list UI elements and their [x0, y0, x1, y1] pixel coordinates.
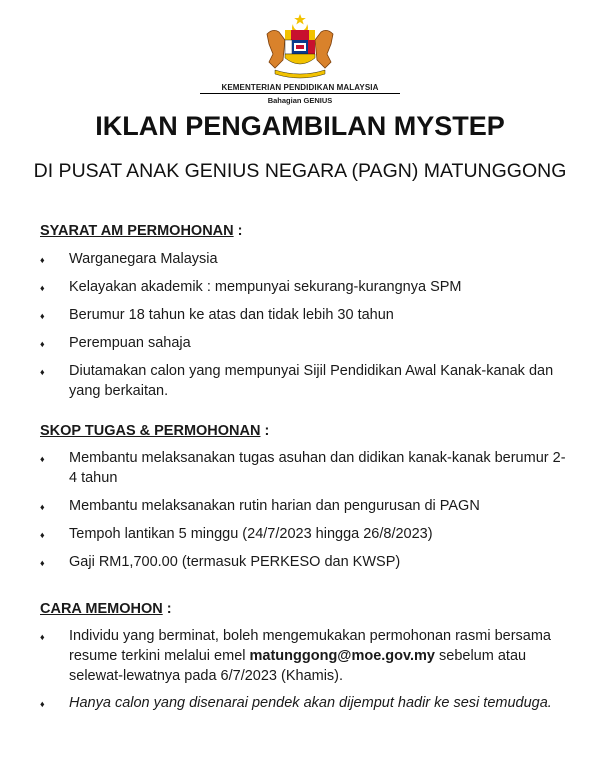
list-item-text: Hanya calon yang disenarai pendek akan dijemput hadir ke sesi temuduga.	[69, 695, 552, 711]
list-item-text: Individu yang berminat, boleh mengemukakan permohonan rasmi bersama resume terkini melalui emel	[69, 628, 551, 664]
ministry-name: KEMENTERIAN PENDIDIKAN MALAYSIA	[200, 83, 400, 94]
list-item	[40, 626, 570, 686]
diamond-bullet-icon: ♦	[40, 255, 45, 265]
diamond-bullet-icon: ♦	[40, 283, 45, 293]
section-heading-skop	[40, 423, 269, 439]
list-item	[40, 552, 570, 572]
list-item-text: Diutamakan calon yang mempunyai Sijil Pendidikan Awal Kanak-kanak dan yang berkaitan.	[69, 363, 554, 399]
diamond-bullet-icon: ♦	[40, 454, 45, 464]
coat-of-arms-logo	[263, 14, 337, 80]
section-heading-text: SKOP TUGAS & PERMOHONAN	[40, 423, 261, 439]
section-heading-colon: :	[264, 423, 270, 439]
skop-list	[40, 448, 570, 580]
list-item	[40, 496, 570, 516]
section-heading-text: CARA MEMOHON	[40, 601, 163, 617]
list-item-text: Gaji RM1,700.00 (termasuk PERKESO dan KWSP)	[69, 554, 401, 570]
list-item-text: Membantu melaksanakan rutin harian dan pengurusan di PAGN	[69, 498, 480, 514]
list-item	[40, 277, 570, 297]
list-item	[40, 333, 570, 353]
list-item-text: Kelayakan akademik : mempunyai sekurang-kurangnya SPM	[69, 279, 462, 295]
list-item	[40, 361, 570, 401]
email-address: matunggong@moe.gov.my	[249, 648, 435, 664]
page-title: IKLAN PENGAMBILAN MYSTEP	[95, 111, 505, 141]
cara-list	[40, 626, 570, 720]
diamond-bullet-icon: ♦	[40, 311, 45, 321]
list-item-text: Membantu melaksanakan tugas asuhan dan didikan kanak-kanak berumur 2-4 tahun	[69, 450, 566, 486]
ministry-block	[200, 83, 400, 105]
diamond-bullet-icon: ♦	[40, 367, 45, 377]
list-item-text: Warganegara Malaysia	[69, 251, 218, 267]
list-item	[40, 524, 570, 544]
diamond-bullet-icon: ♦	[40, 632, 45, 642]
list-item-text: sebelum atau selewat-lewatnya pada 6/7/2023 (Khamis).	[69, 648, 527, 684]
section-heading-syarat	[40, 223, 243, 239]
diamond-bullet-icon: ♦	[40, 530, 45, 540]
diamond-bullet-icon: ♦	[40, 502, 45, 512]
list-item	[40, 249, 570, 269]
list-item	[40, 693, 570, 713]
division-name: Bahagian GENIUS	[267, 96, 333, 105]
section-heading-colon: :	[166, 601, 172, 617]
list-item-text: Perempuan sahaja	[69, 335, 191, 351]
section-heading-colon: :	[237, 223, 243, 239]
section-heading-cara	[40, 601, 172, 617]
list-item	[40, 448, 570, 488]
section-heading-text: SYARAT AM PERMOHONAN	[40, 223, 234, 239]
diamond-bullet-icon: ♦	[40, 558, 45, 568]
list-item	[40, 305, 570, 325]
list-item-text: Tempoh lantikan 5 minggu (24/7/2023 hingga 26/8/2023)	[69, 526, 433, 542]
page-subtitle: DI PUSAT ANAK GENIUS NEGARA (PAGN) MATUNGGONG	[33, 160, 567, 182]
list-item-text: Berumur 18 tahun ke atas dan tidak lebih 30 tahun	[69, 307, 394, 323]
diamond-bullet-icon: ♦	[40, 339, 45, 349]
syarat-list	[40, 249, 570, 409]
diamond-bullet-icon: ♦	[40, 699, 45, 709]
